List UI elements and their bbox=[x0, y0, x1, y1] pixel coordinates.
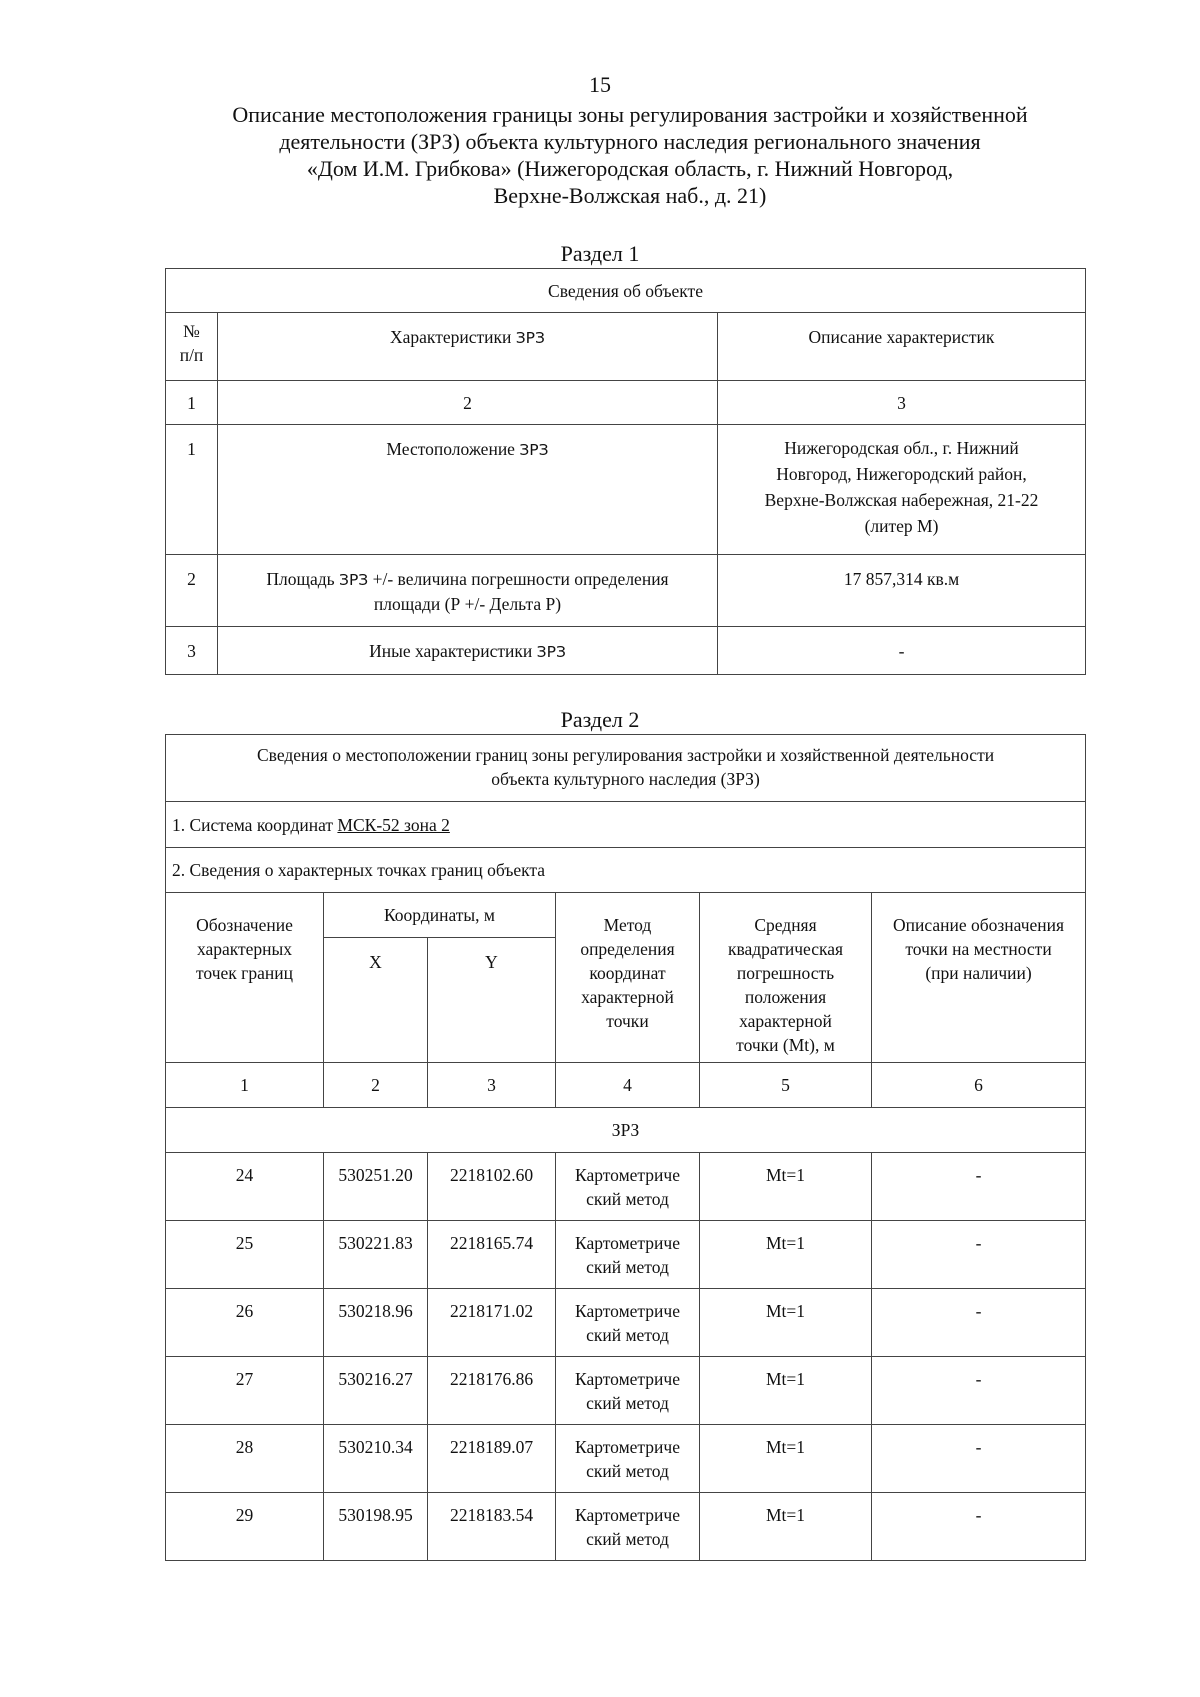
title-line: Описание местоположения границы зоны регулирования застройки и хозяйственной bbox=[232, 102, 1028, 127]
point-description: - bbox=[872, 1289, 1086, 1357]
row-description: - bbox=[718, 627, 1086, 675]
object-info-table bbox=[165, 268, 1086, 675]
point-method: Картометриче ский метод bbox=[556, 1289, 700, 1357]
header-point-description: Описание обозначения точки на местности (при наличии) bbox=[872, 893, 1086, 1063]
point-description: - bbox=[872, 1425, 1086, 1493]
coordinate-system-link[interactable]: МСК-52 зона 2 bbox=[337, 814, 450, 835]
point-mean-error: Mt=1 bbox=[700, 1493, 872, 1561]
col-number: 1 bbox=[166, 1063, 324, 1108]
points-subtitle: 2. Сведения о характерных точках границ объекта bbox=[166, 848, 1086, 893]
point-method: Картометриче ский метод bbox=[556, 1221, 700, 1289]
table-row bbox=[166, 1289, 1086, 1357]
header-x: X bbox=[324, 938, 428, 1063]
title-line: «Дом И.М. Грибкова» (Нижегородская область, г. Нижний Новгород, bbox=[306, 156, 954, 181]
table-row bbox=[166, 1357, 1086, 1425]
point-y: 2218102.60 bbox=[428, 1153, 556, 1221]
boundary-points-table bbox=[165, 734, 1086, 1561]
header-y: Y bbox=[428, 938, 556, 1063]
row-num: 2 bbox=[166, 555, 218, 627]
table-row bbox=[166, 555, 1086, 627]
section1-heading: Раздел 1 bbox=[560, 241, 640, 266]
point-y: 2218165.74 bbox=[428, 1221, 556, 1289]
point-description: - bbox=[872, 1493, 1086, 1561]
point-id: 26 bbox=[166, 1289, 324, 1357]
point-x: 530221.83 bbox=[324, 1221, 428, 1289]
table-row bbox=[166, 1153, 1086, 1221]
point-x: 530198.95 bbox=[324, 1493, 428, 1561]
point-id: 28 bbox=[166, 1425, 324, 1493]
header-coordinates: Координаты, м bbox=[324, 893, 556, 938]
point-id: 25 bbox=[166, 1221, 324, 1289]
row-characteristic: Площадь ЗРЗ +/- величина погрешности определения площади (Р +/- Дельта Р) bbox=[218, 555, 718, 627]
point-y: 2218183.54 bbox=[428, 1493, 556, 1561]
point-x: 530210.34 bbox=[324, 1425, 428, 1493]
point-description: - bbox=[872, 1357, 1086, 1425]
points-table-title: Сведения о местоположении границ зоны регулирования застройки и хозяйственной деятельности объекта культурного наследия (ЗРЗ) bbox=[166, 735, 1086, 802]
table-row bbox=[166, 425, 1086, 555]
point-x: 530216.27 bbox=[324, 1357, 428, 1425]
point-mean-error: Mt=1 bbox=[700, 1153, 872, 1221]
table-row bbox=[166, 1221, 1086, 1289]
col-number: 3 bbox=[718, 381, 1086, 425]
point-method: Картометриче ский метод bbox=[556, 1357, 700, 1425]
group-label: ЗРЗ bbox=[166, 1108, 1086, 1153]
point-x: 530218.96 bbox=[324, 1289, 428, 1357]
coordinate-system: 1. Система координат МСК-52 зона 2 bbox=[166, 802, 1086, 848]
col-number: 1 bbox=[166, 381, 218, 425]
header-designation: Обозначение характерных точек границ bbox=[166, 893, 324, 1063]
header-characteristics: Характеристики ЗРЗ bbox=[218, 313, 718, 381]
point-y: 2218189.07 bbox=[428, 1425, 556, 1493]
header-method: Метод определения координат характерной точки bbox=[556, 893, 700, 1063]
col-number: 5 bbox=[700, 1063, 872, 1108]
point-method: Картометриче ский метод bbox=[556, 1493, 700, 1561]
row-num: 1 bbox=[166, 425, 218, 555]
section2-heading: Раздел 2 bbox=[560, 707, 640, 732]
point-method: Картометриче ский метод bbox=[556, 1153, 700, 1221]
title-line: деятельности (ЗРЗ) объекта культурного наследия регионального значения bbox=[279, 129, 981, 154]
row-characteristic: Местоположение ЗРЗ bbox=[218, 425, 718, 555]
col-number: 2 bbox=[324, 1063, 428, 1108]
col-number: 4 bbox=[556, 1063, 700, 1108]
header-num: № п/п bbox=[166, 313, 218, 381]
point-id: 29 bbox=[166, 1493, 324, 1561]
col-number: 2 bbox=[218, 381, 718, 425]
col-number: 3 bbox=[428, 1063, 556, 1108]
point-mean-error: Mt=1 bbox=[700, 1221, 872, 1289]
col-number: 6 bbox=[872, 1063, 1086, 1108]
point-description: - bbox=[872, 1221, 1086, 1289]
document-title bbox=[150, 101, 1110, 209]
header-description: Описание характеристик bbox=[718, 313, 1086, 381]
row-description: Нижегородская обл., г. Нижний Новгород, Нижегородский район, Верхне-Волжская набережная, 21-22 (литер М) bbox=[718, 425, 1086, 555]
point-mean-error: Mt=1 bbox=[700, 1357, 872, 1425]
point-id: 24 bbox=[166, 1153, 324, 1221]
row-num: 3 bbox=[166, 627, 218, 675]
row-description: 17 857,314 кв.м bbox=[718, 555, 1086, 627]
object-info-title: Сведения об объекте bbox=[166, 269, 1086, 313]
row-characteristic: Иные характеристики ЗРЗ bbox=[218, 627, 718, 675]
point-mean-error: Mt=1 bbox=[700, 1289, 872, 1357]
point-method: Картометриче ский метод bbox=[556, 1425, 700, 1493]
point-description: - bbox=[872, 1153, 1086, 1221]
table-row bbox=[166, 1425, 1086, 1493]
point-x: 530251.20 bbox=[324, 1153, 428, 1221]
title-line: Верхне-Волжская наб., д. 21) bbox=[493, 183, 767, 208]
point-y: 2218171.02 bbox=[428, 1289, 556, 1357]
table-row bbox=[166, 1493, 1086, 1561]
point-y: 2218176.86 bbox=[428, 1357, 556, 1425]
page-number: 15 bbox=[589, 72, 611, 97]
point-mean-error: Mt=1 bbox=[700, 1425, 872, 1493]
header-mean-error: Средняя квадратическая погрешность положения характерной точки (Mt), м bbox=[700, 893, 872, 1063]
table-row bbox=[166, 627, 1086, 675]
point-id: 27 bbox=[166, 1357, 324, 1425]
